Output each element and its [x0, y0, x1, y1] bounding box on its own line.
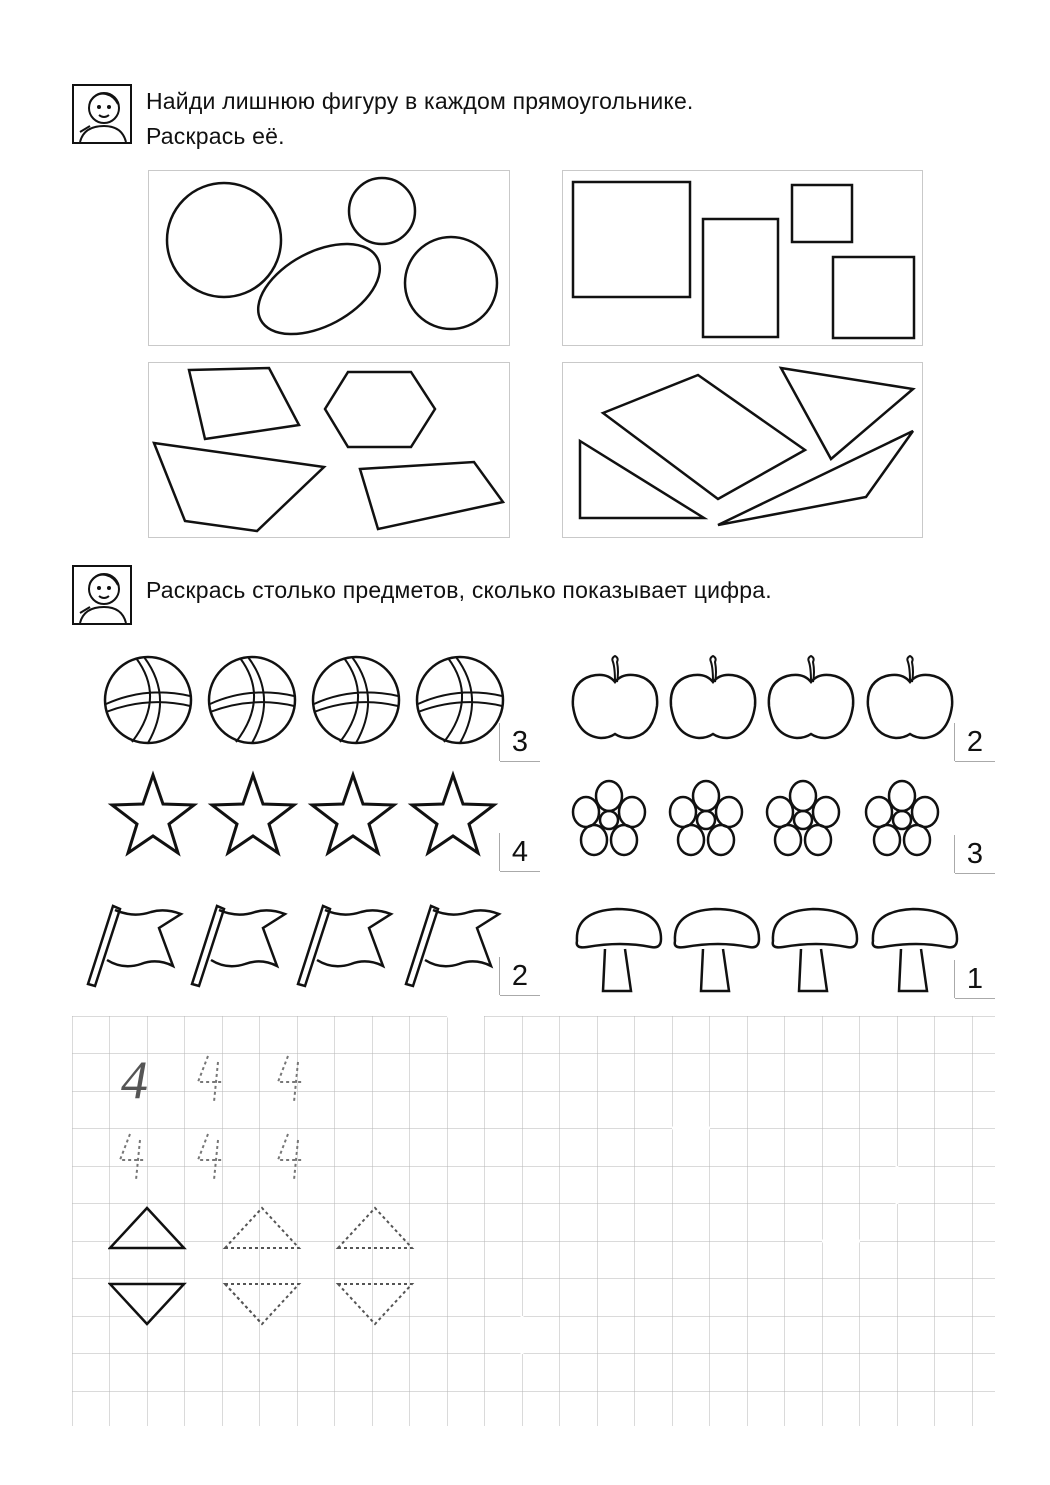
task1-line2: Раскрась её. — [146, 123, 285, 149]
digit-4-trace-group — [116, 1048, 346, 1108]
stars-group — [105, 770, 505, 860]
apples-count: 2 — [955, 723, 995, 761]
triangle-up-row — [108, 1204, 428, 1254]
star-icon[interactable] — [412, 775, 494, 853]
star-icon[interactable] — [312, 775, 394, 853]
stars-count: 4 — [500, 833, 540, 871]
polygons-figures — [149, 363, 511, 539]
apple-icon[interactable] — [868, 656, 952, 738]
flowers-count: 3 — [955, 835, 995, 873]
mushrooms-count: 1 — [955, 960, 995, 998]
mushroom-icon[interactable] — [675, 909, 759, 991]
flower-icon[interactable] — [767, 781, 839, 855]
panel-triangles[interactable] — [562, 362, 923, 538]
ball-icon[interactable] — [209, 657, 295, 743]
square-small — [792, 185, 852, 242]
triangle-3 — [718, 431, 913, 525]
circle-large — [167, 183, 281, 297]
triangle-2 — [580, 441, 704, 518]
triangle-up-group — [108, 1204, 428, 1254]
flower-icon[interactable] — [573, 781, 645, 855]
flags-group — [85, 900, 505, 995]
triangle-down-group — [108, 1278, 428, 1328]
quadrilateral-1 — [189, 368, 299, 439]
quadrilateral-2 — [154, 443, 324, 531]
triangle-down-trace — [338, 1284, 412, 1324]
circles-figures — [149, 171, 511, 347]
task1-line1: Найди лишнюю фигуру в каждом прямоугольнике. — [146, 88, 694, 114]
triangle-up-trace — [338, 1208, 412, 1248]
flag-icon[interactable] — [406, 906, 499, 986]
task1-header — [72, 84, 694, 154]
apple-icon[interactable] — [671, 656, 755, 738]
triangle-1 — [781, 368, 913, 459]
mushrooms-row — [572, 905, 972, 1000]
task1-instructions — [146, 84, 694, 154]
flower-icon[interactable] — [866, 781, 938, 855]
panel-squares[interactable] — [562, 170, 923, 346]
task2-instructions: Раскрась столько предметов, сколько показывает цифра. — [146, 577, 772, 603]
child-face-icon — [72, 84, 132, 144]
square-large — [573, 182, 690, 297]
triangle-up-sample — [110, 1208, 184, 1248]
flag-icon[interactable] — [192, 906, 285, 986]
flowers-group — [563, 778, 963, 868]
digit-4-trace-group-2 — [116, 1126, 346, 1186]
mushrooms-group — [572, 905, 972, 1000]
rhombus-odd — [603, 375, 805, 499]
quadrilateral-3 — [360, 462, 503, 529]
balls-count: 3 — [500, 723, 540, 761]
triangle-down-row — [108, 1278, 428, 1328]
child-face-icon — [72, 565, 132, 625]
panel-circles[interactable] — [148, 170, 510, 346]
circle-small — [349, 178, 415, 244]
triangle-up-trace — [225, 1208, 299, 1248]
ball-icon[interactable] — [417, 657, 503, 743]
panel-polygons[interactable] — [148, 362, 510, 538]
flower-icon[interactable] — [670, 781, 742, 855]
ball-icon[interactable] — [105, 657, 191, 743]
circle-medium — [405, 237, 497, 329]
flags-row — [85, 900, 505, 995]
digit-4-row-1 — [116, 1048, 346, 1108]
apple-icon[interactable] — [573, 656, 657, 738]
triangles-figures — [563, 363, 924, 539]
triangle-down-sample — [110, 1284, 184, 1324]
task2-header — [72, 565, 772, 625]
flags-count: 2 — [500, 957, 540, 995]
hexagon-odd — [325, 372, 435, 447]
flag-icon[interactable] — [88, 906, 181, 986]
triangle-down-trace — [225, 1284, 299, 1324]
flowers-row — [563, 778, 963, 868]
stars-row — [105, 770, 505, 860]
square-medium — [833, 257, 914, 338]
flag-icon[interactable] — [298, 906, 391, 986]
apples-group — [568, 650, 968, 750]
mushroom-icon[interactable] — [873, 909, 957, 991]
mushroom-icon[interactable] — [577, 909, 661, 991]
digit-4-row-2 — [116, 1126, 346, 1186]
mushroom-icon[interactable] — [773, 909, 857, 991]
balls-row — [100, 650, 530, 755]
ball-icon[interactable] — [313, 657, 399, 743]
copybook-grid[interactable] — [72, 1016, 995, 1426]
rectangle-odd — [703, 219, 778, 337]
balls-group — [100, 650, 530, 755]
star-icon[interactable] — [212, 775, 294, 853]
star-icon[interactable] — [112, 775, 194, 853]
digit-4-sample: 4 — [121, 1050, 148, 1108]
apple-icon[interactable] — [769, 656, 853, 738]
squares-figures — [563, 171, 924, 347]
apples-row — [568, 650, 968, 750]
